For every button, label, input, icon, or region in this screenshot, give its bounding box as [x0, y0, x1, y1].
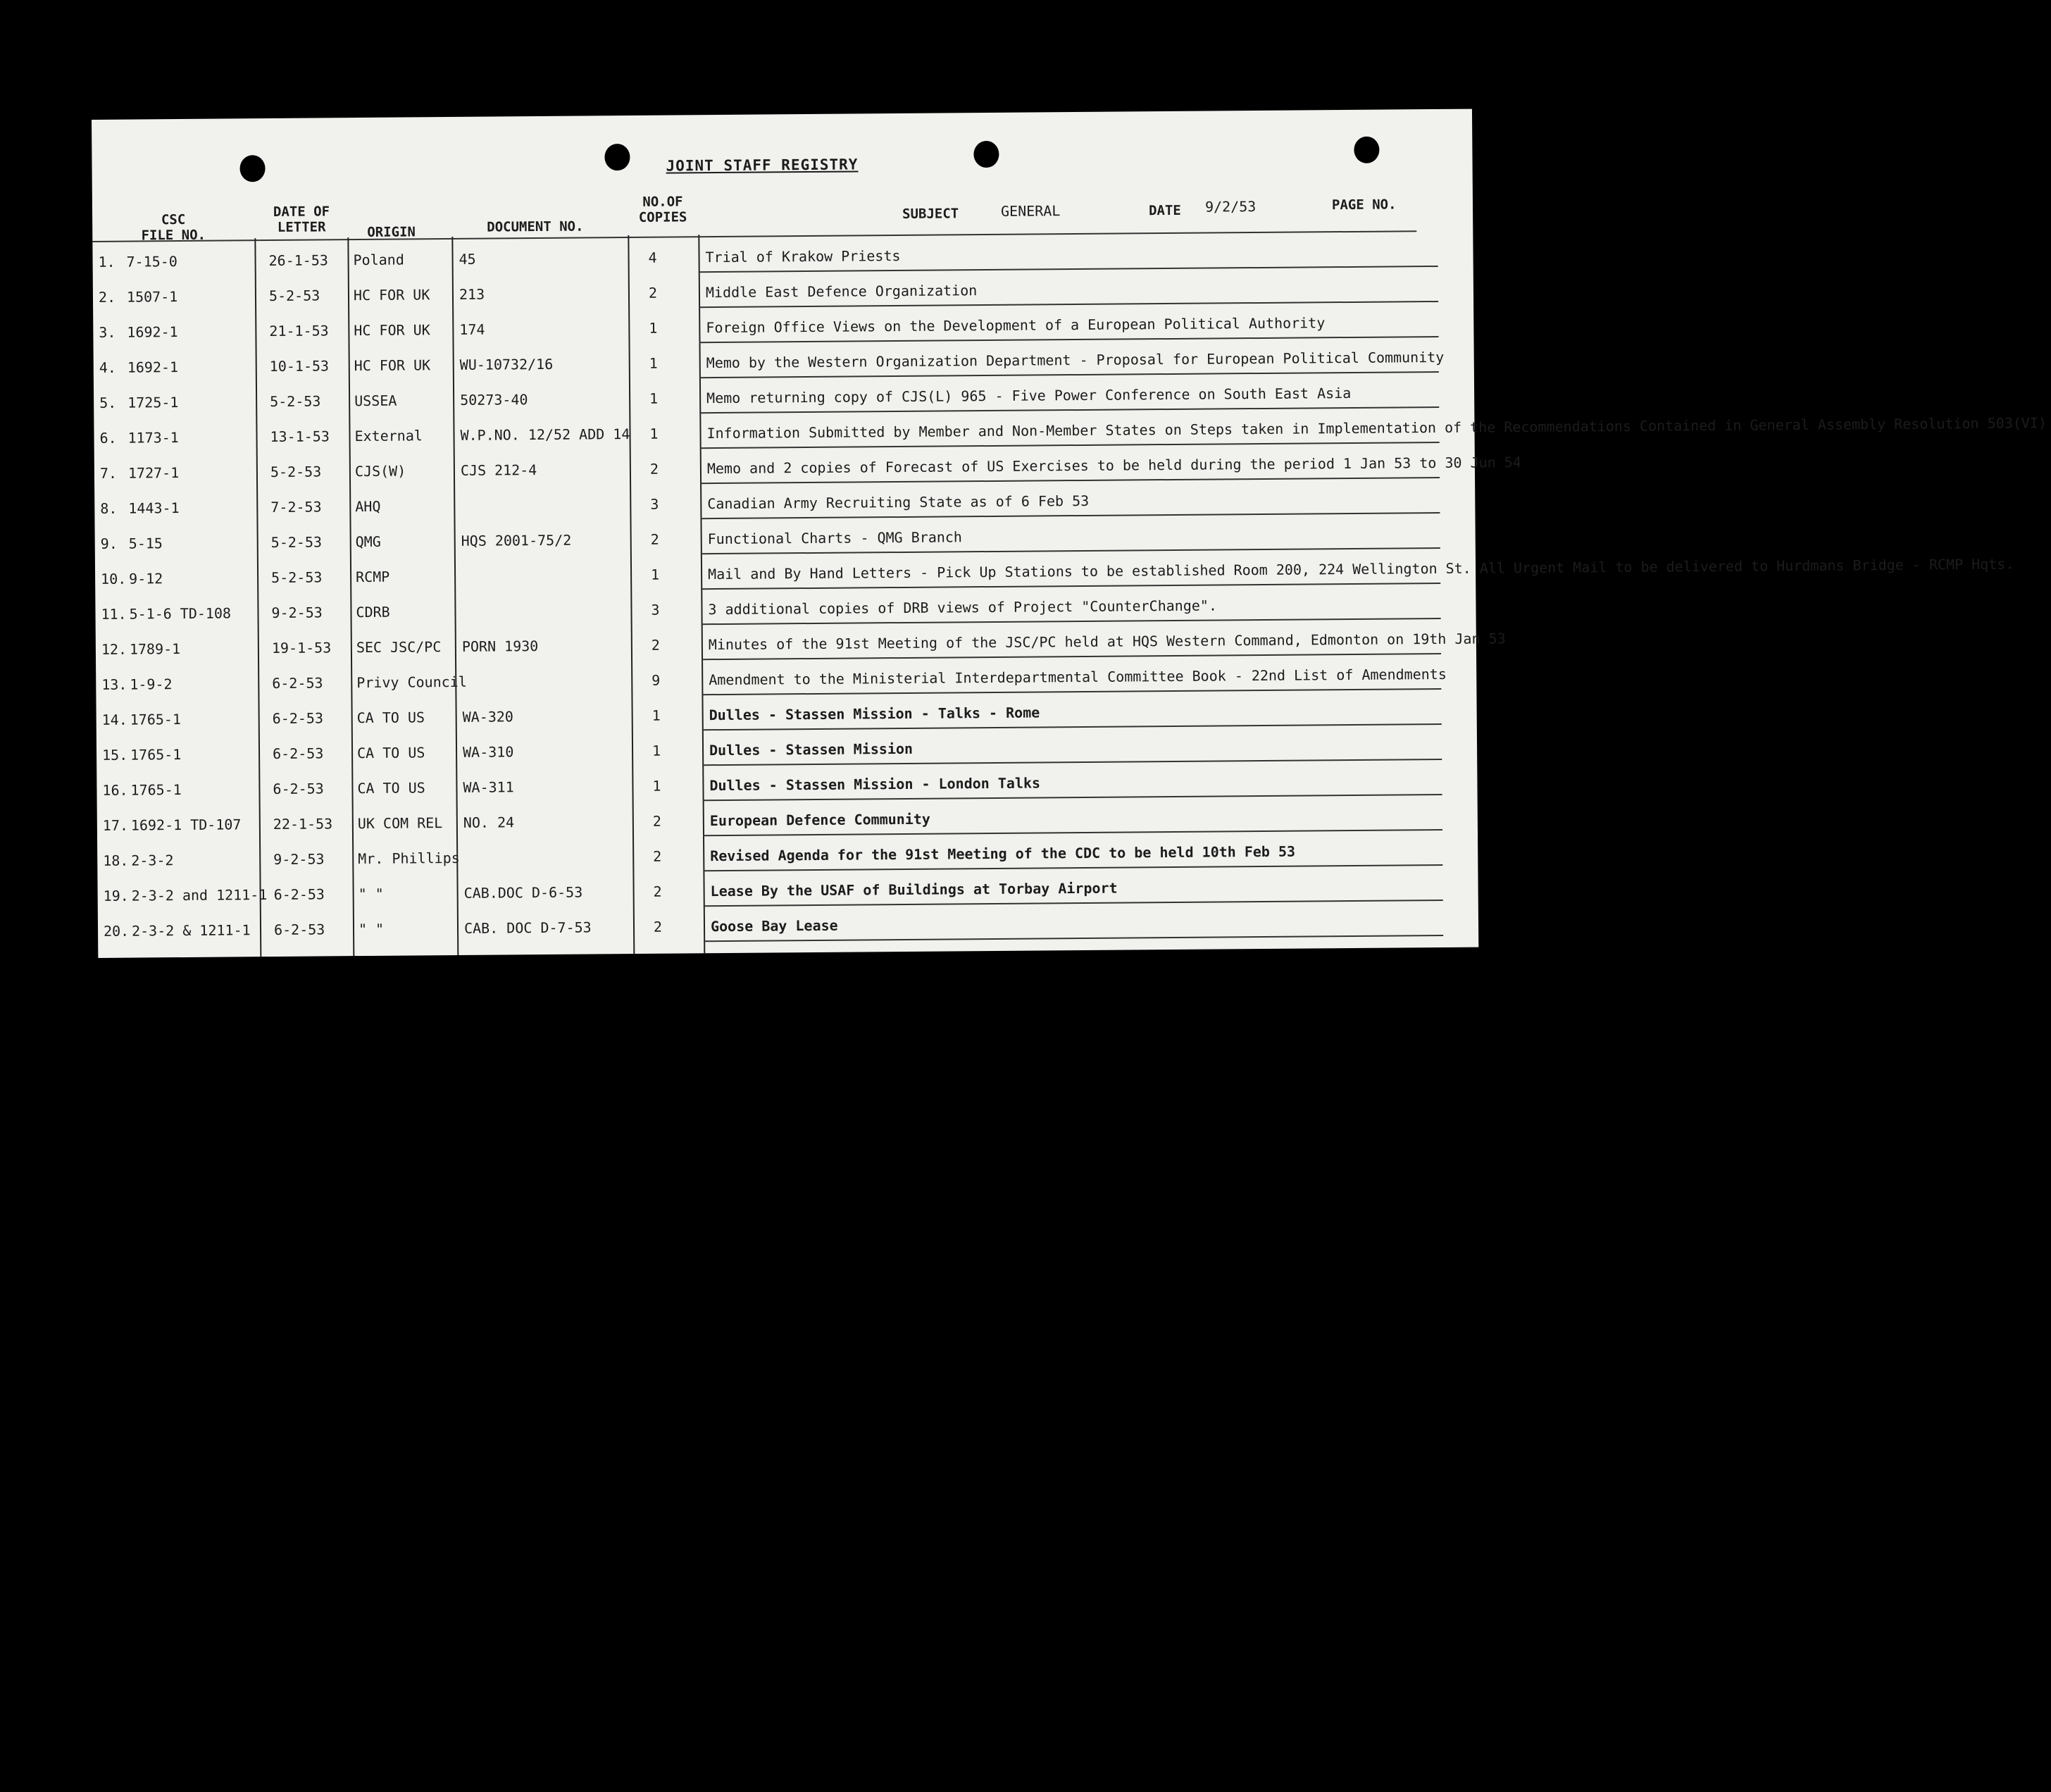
punch-hole: [1354, 137, 1379, 163]
punch-hole: [973, 141, 999, 168]
header-subject-label: SUBJECT: [902, 206, 959, 222]
subject-cell: Canadian Army Recruiting State as of 6 Feb 53: [707, 492, 1090, 513]
copies-cell: 1: [649, 390, 659, 407]
origin-cell: HC FOR UK: [353, 286, 430, 304]
letter-date-cell: 5-2-53: [270, 533, 323, 552]
registry-card: [92, 109, 2047, 958]
subject-cell: Functional Charts - QMG Branch: [707, 528, 963, 548]
row-number-cell: 20.: [103, 922, 130, 940]
document-no-cell: WU-10732/16: [459, 355, 554, 373]
document-no-cell: PORN 1930: [461, 637, 539, 655]
file-no-cell: 7-15-0: [126, 253, 177, 270]
file-no-cell: 1692-1: [127, 323, 178, 341]
document-no-cell: NO. 24: [463, 814, 515, 831]
origin-cell: External: [354, 427, 423, 445]
copies-cell: 1: [649, 425, 659, 442]
row-number-cell: 12.: [101, 640, 127, 658]
copies-cell: 2: [648, 284, 658, 301]
file-no-cell: 9-12: [129, 570, 163, 587]
file-no-cell: 1765-1: [130, 781, 182, 799]
letter-date-cell: 6-2-53: [272, 745, 324, 763]
punch-hole: [239, 155, 265, 182]
file-no-cell: 5-1-6 TD-108: [129, 604, 232, 623]
header-document-no: DOCUMENT NO.: [487, 218, 584, 235]
document-no-cell: W.P.NO. 12/52 ADD 14: [460, 425, 630, 444]
letter-date-cell: 13-1-53: [270, 428, 330, 446]
copies-cell: 1: [649, 319, 658, 337]
copies-cell: 1: [650, 566, 660, 583]
file-no-cell: 5-15: [128, 535, 163, 552]
file-no-cell: 2-3-2 & 1211-1: [131, 921, 251, 940]
letter-date-cell: 6-2-53: [273, 885, 325, 904]
file-no-cell: 1443-1: [128, 499, 180, 517]
header-date-of-letter: DATE OF LETTER: [273, 204, 330, 235]
header-subject-value: GENERAL: [1000, 202, 1061, 220]
letter-date-cell: 5-2-53: [268, 287, 320, 305]
document-no-cell: CJS 212-4: [460, 461, 537, 479]
row-number-cell: 9.: [100, 535, 118, 552]
copies-cell: 2: [653, 883, 662, 900]
copies-cell: 1: [652, 777, 661, 795]
document-no-cell: WA-320: [462, 708, 514, 726]
row-number-cell: 6.: [99, 429, 117, 447]
origin-cell: " ": [358, 885, 384, 903]
subject-cell: Memo and 2 copies of Forecast of US Exercises to be held during the period 1 Jan 53 to 30 Jun 54: [706, 454, 1521, 478]
file-no-cell: 1725-1: [127, 394, 179, 411]
copies-cell: 2: [653, 847, 662, 865]
copies-cell: 2: [649, 460, 659, 478]
subject-cell: Mail and By Hand Letters - Pick Up Stations to be established Room 200, 224 Wellington St. All Urgent Mail to be delivered to Hurdmans Bridge - RCMP Hqts.: [707, 555, 2014, 583]
file-no-cell: 1173-1: [127, 429, 179, 447]
subject-cell: Amendment to the Ministerial Interdepartmental Committee Book - 22nd List of Amendments: [709, 665, 1447, 689]
copies-cell: 2: [651, 636, 660, 654]
origin-cell: AHQ: [355, 497, 381, 516]
letter-date-cell: 22-1-53: [273, 815, 333, 833]
origin-cell: HC FOR UK: [354, 321, 430, 340]
file-no-cell: 2-3-2 and 1211-1: [131, 886, 268, 904]
origin-cell: UK COM REL: [357, 814, 443, 833]
row-number-cell: 2.: [98, 288, 116, 306]
file-no-cell: 1692-1: [127, 359, 179, 376]
letter-date-cell: 19-1-53: [271, 639, 332, 657]
letter-date-cell: 5-2-53: [271, 568, 323, 587]
row-number-cell: 3.: [99, 323, 116, 341]
subject-cell: Lease By the USAF of Buildings at Torbay Airport: [710, 879, 1118, 900]
origin-cell: Privy Council: [356, 673, 467, 692]
file-no-cell: 1-9-2: [130, 676, 173, 693]
copies-cell: 2: [652, 812, 661, 830]
origin-cell: USSEA: [354, 392, 397, 410]
copies-cell: 2: [653, 918, 663, 935]
document-no-cell: 213: [459, 285, 485, 303]
document-no-cell: WA-311: [463, 778, 514, 796]
copies-cell: 9: [652, 671, 661, 689]
document-no-cell: 45: [459, 250, 476, 268]
subject-cell: Foreign Office Views on the Development of a European Political Authority: [706, 314, 1326, 337]
row-number-cell: 13.: [101, 676, 127, 693]
copies-cell: 1: [652, 707, 661, 724]
subject-cell: Revised Agenda for the 91st Meeting of the CDC to be held 10th Feb 53: [710, 842, 1296, 865]
origin-cell: CA TO US: [356, 709, 425, 727]
row-number-cell: 14.: [101, 711, 127, 728]
document-no-cell: WA-310: [462, 743, 514, 761]
file-no-cell: 1765-1: [130, 746, 182, 764]
row-number-cell: 1.: [98, 253, 116, 270]
copies-cell: 3: [650, 495, 659, 513]
header-page-label: PAGE NO.: [1331, 197, 1397, 213]
document-no-cell: HQS 2001-75/2: [461, 531, 572, 549]
subject-cell: Minutes of the 91st Meeting of the JSC/PC held at HQS Western Command, Edmonton on 19th Jan 53: [708, 630, 1506, 654]
document-no-cell: CAB.DOC D-6-53: [463, 883, 583, 902]
row-number-cell: 5.: [99, 394, 117, 411]
origin-cell: RCMP: [356, 568, 390, 586]
row-number-cell: 7.: [99, 464, 118, 482]
file-no-cell: 1692-1 TD-107: [130, 816, 242, 834]
letter-date-cell: 9-2-53: [273, 850, 325, 869]
row-number-cell: 16.: [102, 781, 128, 799]
document-no-cell: CAB. DOC D-7-53: [463, 919, 592, 937]
document-no-cell: 174: [459, 321, 485, 338]
subject-cell: 3 additional copies of DRB views of Project "CounterChange".: [708, 597, 1218, 618]
subject-cell: Information Submitted by Member and Non-Member States on Steps taken in Implementation of the Recommendations Contained in General Assembly Resolution 503(VI): [706, 414, 2047, 442]
row-number-cell: 4.: [99, 359, 116, 376]
subject-cell: Goose Bay Lease: [710, 916, 838, 935]
origin-cell: HC FOR UK: [354, 356, 431, 375]
copies-cell: 3: [651, 601, 660, 618]
origin-cell: " ": [358, 920, 385, 938]
row-number-cell: 18.: [103, 852, 129, 869]
file-no-cell: 2-3-2: [131, 852, 174, 869]
copies-cell: 4: [648, 249, 657, 266]
letter-date-cell: 7-2-53: [270, 498, 322, 516]
origin-cell: Poland: [353, 251, 404, 269]
file-no-cell: 1727-1: [127, 464, 180, 482]
origin-cell: CA TO US: [356, 744, 425, 762]
header-date-value: 9/2/53: [1204, 198, 1257, 216]
registry-title: JOINT STAFF REGISTRY: [666, 156, 859, 175]
header-file-no: CSC FILE NO.: [141, 211, 206, 244]
subject-cell: Trial of Krakow Priests: [705, 247, 901, 266]
letter-date-cell: 6-2-53: [272, 709, 324, 728]
header-origin: ORIGIN: [367, 224, 416, 240]
letter-date-cell: 5-2-53: [270, 392, 321, 411]
row-number-cell: 10.: [101, 570, 127, 587]
letter-date-cell: 6-2-53: [273, 780, 324, 798]
origin-cell: CDRB: [356, 603, 390, 621]
copies-cell: 1: [652, 742, 661, 759]
row-number-cell: 8.: [100, 499, 118, 517]
row-number-cell: 15.: [101, 746, 128, 764]
row-number-cell: 19.: [103, 887, 129, 904]
origin-cell: QMG: [355, 533, 381, 551]
letter-date-cell: 6-2-53: [273, 921, 325, 939]
file-no-cell: 1765-1: [130, 711, 182, 728]
subject-cell: Middle East Defence Organization: [705, 282, 978, 301]
subject-cell: Memo returning copy of CJS(L) 965 - Five Power Conference on South East Asia: [706, 384, 1352, 407]
copies-cell: 1: [649, 354, 658, 372]
subject-cell: Dulles - Stassen Mission - London Talks: [709, 774, 1041, 795]
origin-cell: Mr. Phillips: [358, 849, 460, 868]
origin-cell: CA TO US: [357, 779, 425, 797]
row-number-cell: 17.: [102, 816, 129, 834]
letter-date-cell: 9-2-53: [271, 604, 323, 622]
subject-cell: Memo by the Western Organization Department - Proposal for European Political Community: [706, 348, 1445, 372]
subject-cell: European Defence Community: [709, 810, 931, 830]
copies-cell: 2: [650, 530, 659, 548]
subject-cell: Dulles - Stassen Mission: [709, 740, 914, 759]
file-no-cell: 1789-1: [129, 640, 181, 658]
origin-cell: SEC JSC/PC: [356, 638, 442, 657]
header-no-of-copies: NO.OF COPIES: [638, 194, 687, 225]
subject-cell: Dulles - Stassen Mission - Talks - Rome: [709, 704, 1040, 724]
punch-hole: [604, 144, 630, 170]
document-no-cell: 50273-40: [460, 391, 528, 409]
header-date-label: DATE: [1148, 202, 1181, 219]
file-no-cell: 1507-1: [126, 288, 178, 306]
letter-date-cell: 10-1-53: [269, 357, 330, 375]
row-number-cell: 11.: [101, 605, 127, 623]
letter-date-cell: 5-2-53: [270, 463, 322, 481]
origin-cell: CJS(W): [354, 462, 406, 480]
letter-date-cell: 21-1-53: [269, 322, 329, 340]
letter-date-cell: 6-2-53: [272, 674, 323, 692]
letter-date-cell: 26-1-53: [268, 251, 328, 270]
